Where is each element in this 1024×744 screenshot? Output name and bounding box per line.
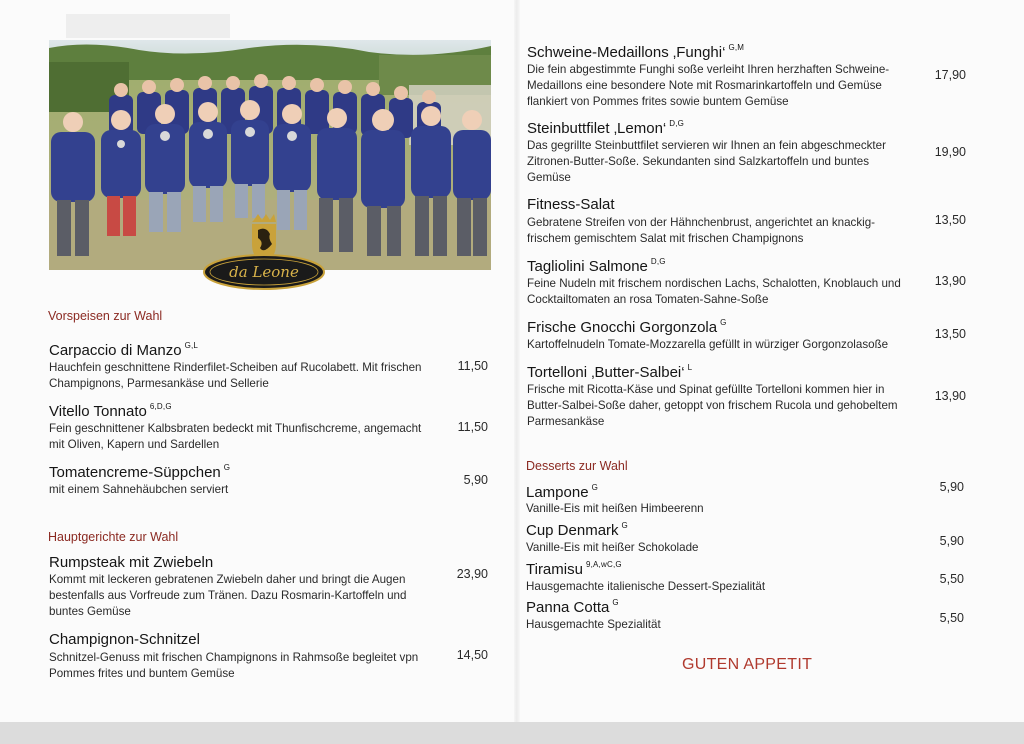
menu-item-description: Hausgemachte italienische Dessert-Spezialität [526,580,766,593]
menu-item-price: 19,90 [934,145,966,159]
starters-heading: Vorspeisen zur Wahl [48,309,163,323]
menu-item-name: Champignon-Schnitzel [49,631,200,648]
menu-item-description: Kommt mit leckeren gebratenen Zwiebeln daher und bringt die Augen bestenfalls aus Vorfreude zum Tränen. Dazu Rosmarin-Kartoffeln und buntes Gemüse [49,573,407,618]
scan-edge [0,722,1024,744]
menu-item-price: 14,50 [456,648,488,662]
menu-item-description: Fein geschnittener Kalbsbraten bedeckt mit Thunfischcreme, angemacht mit Oliven, Kapern und Sardellen [49,422,422,451]
menu-item-price: 5,50 [939,572,964,586]
allergen-codes: G [591,483,598,492]
allergen-codes: D,G [650,257,666,266]
menu-item-name: Carpaccio di Manzo $^{G,L}$ [49,341,199,359]
menu-item-name: Tiramisu $^{9,A,wC,G}$ [526,560,622,578]
menu-item-price: 5,90 [939,534,964,548]
menu-item-name: Frische Gnocchi Gorgonzola $^G$ [527,318,727,336]
desserts-heading: Desserts zur Wahl [526,459,628,473]
menu-item-name: Panna Cotta $^G$ [526,598,619,616]
menu-item-description: Kartoffelnudeln Tomate-Mozzarella gefüllt in würziger Gorgonzolasoße [527,338,889,351]
menu-item-price: 13,90 [934,274,966,288]
menu-item-price: 17,90 [934,68,966,82]
allergen-codes: G,L [184,341,199,350]
tape-strip [66,14,230,38]
allergen-codes: G,M [728,43,745,52]
menu-item-name: Vitello Tonnato $^{6,D,G}$ [49,402,172,420]
menu-item-description: Schnitzel-Genuss mit frischen Champignons in Rahmsoße begleitet vpn Pommes frites und buntem Gemüse [49,651,419,680]
allergen-codes: 6,D,G [149,402,172,411]
logo-script-text: da Leone [229,263,299,281]
menu-item-price: 5,50 [939,611,964,625]
menu-item-price: 13,90 [934,389,966,403]
allergen-codes: L [687,363,693,372]
menu-item-description: Frische mit Ricotta-Käse und Spinat gefüllte Tortelloni kommen hier in Butter-Salbei-Soße daher, getoppt von frischem Rucola und gehobeltem Parmesankäse [527,383,898,428]
menu-item-description: Vanille-Eis mit heißer Schokolade [526,541,699,554]
mains-heading: Hauptgerichte zur Wahl [48,530,179,544]
closing-greeting: GUTEN APPETIT [682,656,813,673]
allergen-codes: D,G [669,119,685,128]
menu-item-price: 13,50 [934,213,966,227]
menu-item-price: 5,90 [463,473,488,487]
allergen-codes: 9,A,wC,G [585,560,622,569]
menu-item-description: Hauchfein geschnittene Rinderfilet-Scheiben auf Rucolabett. Mit frischen Champignons, Parmesankäse und Sellerie [49,361,422,390]
menu-item-description: Hausgemachte Spezialität [526,618,661,631]
menu-item-name: Fitness-Salat [527,196,615,213]
menu-item-description: Das gegrillte Steinbuttfilet servieren wir Ihnen an fein abgeschmeckter Zitronen-Butter-Soße. Sekundanten sind Salzkartoffeln und buntes Gemüse [527,139,886,184]
menu-item-price: 11,50 [457,359,488,373]
menu-item-name: Cup Denmark $^G$ [526,521,628,539]
menu-item-description: Vanille-Eis mit heißen Himbeerenn [526,502,704,515]
menu-item-price: 13,50 [934,327,966,341]
menu-item-name: Rumpsteak mit Zwiebeln [49,554,214,571]
menu-item-price: 5,90 [939,480,964,494]
menu-item-name: Tomatencreme-Süppchen $^G$ [49,463,231,481]
menu-item-name: Tagliolini Salmone $^{D,G}$ [527,257,666,275]
menu-item-price: 23,90 [456,567,488,581]
allergen-codes: G [612,598,619,607]
menu-item-description: Feine Nudeln mit frischem nordischen Lachs, Schalotten, Knoblauch und Cocktailtomaten an rosa Tomaten-Sahne-Soße [527,277,901,306]
menu-item-name: Lampone $^G$ [526,483,598,501]
page-fold [514,0,520,722]
menu-item-description: Gebratene Streifen von der Hähnchenbrust, angerichtet an knackig- frischem gemischtem Salat mit frischen Champignons [527,216,876,245]
menu-item-name: Schweine-Medaillons ‚Funghi‘ $^{G,M}$ [527,43,745,61]
restaurant-logo [202,214,326,292]
menu-item-description: mit einem Sahnehäubchen serviert [49,483,229,496]
allergen-codes: G [621,521,628,530]
menu-item-name: Steinbuttfilet ‚Lemon‘ $^{D,G}$ [527,119,685,137]
menu-item-description: Die fein abgestimmte Funghi soße verleiht Ihren herzhaften Schweine- Medaillons eine besondere Note mit Rosmarinkartoffeln und Gemüse flankiert von Pommes frites sowie buntem Gemüse [527,63,890,108]
allergen-codes: G [720,318,727,327]
allergen-codes: G [223,463,231,472]
menu-item-name: Tortelloni ‚Butter-Salbei‘ $^L$ [527,363,693,381]
menu-item-price: 11,50 [457,420,488,434]
